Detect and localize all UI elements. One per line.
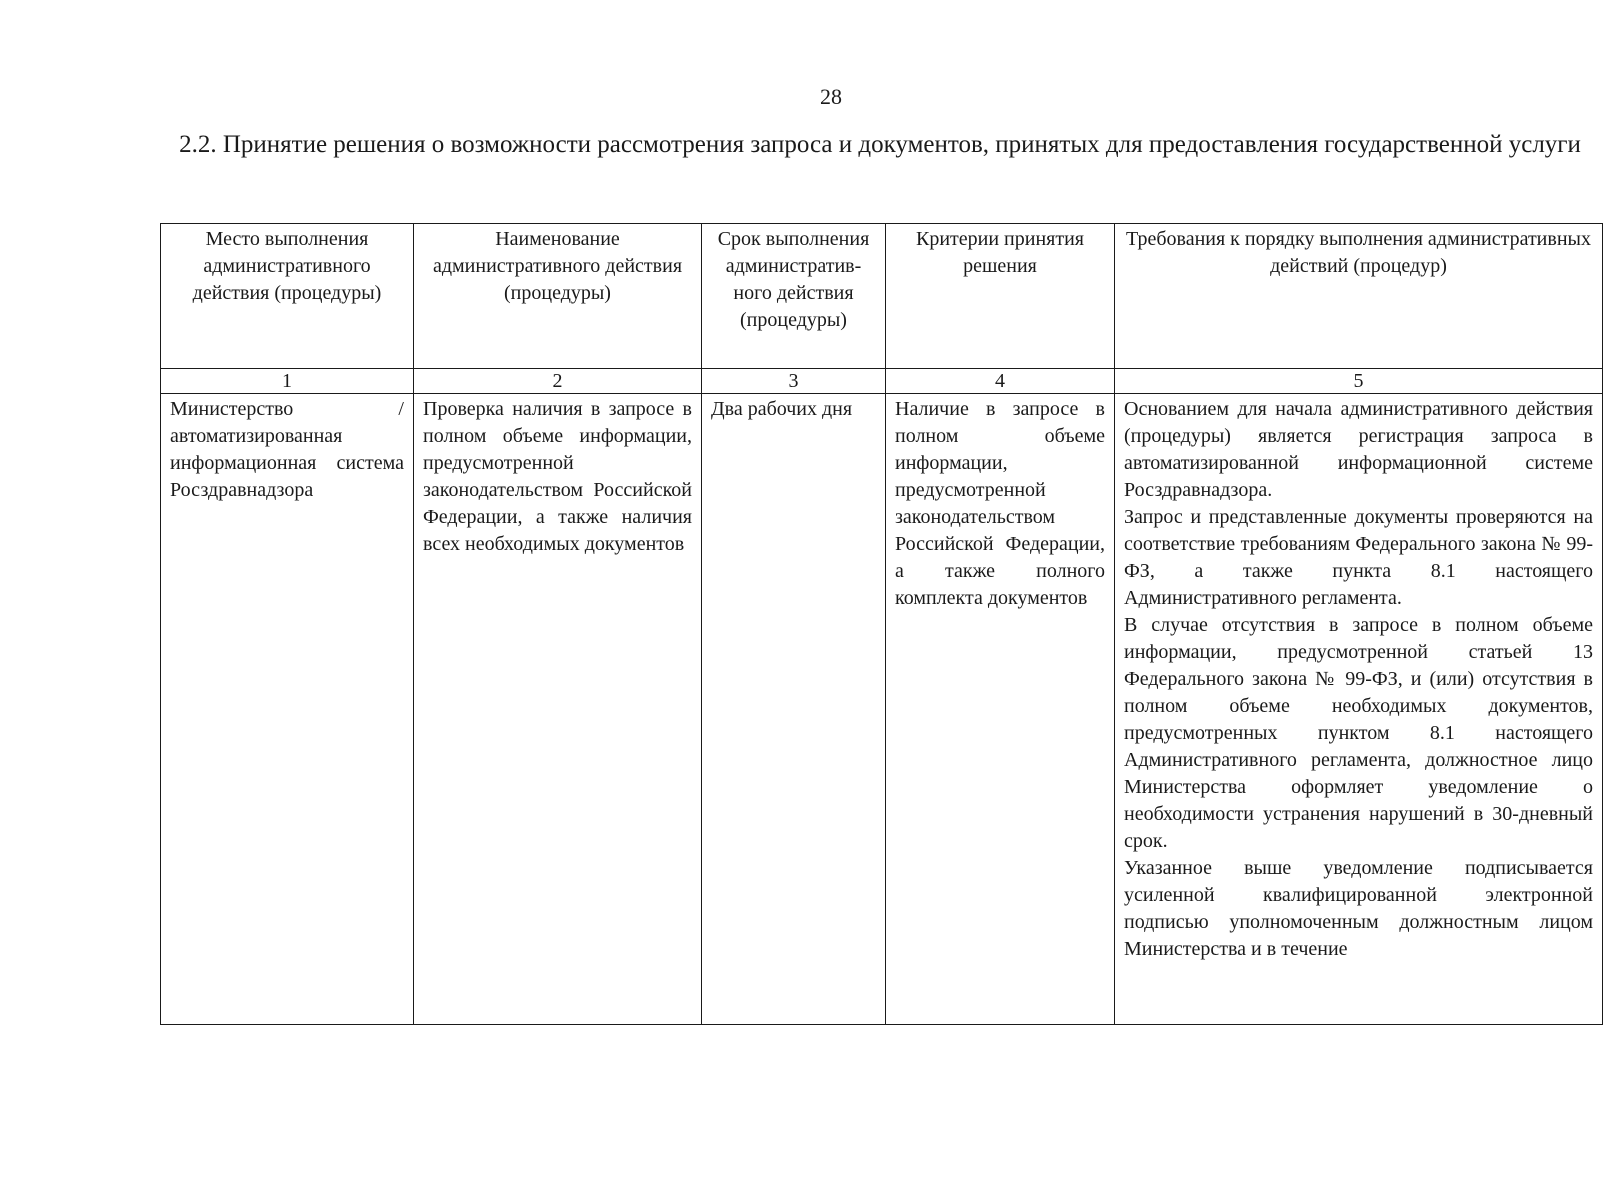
header-action-name: Наименование административного действия (процедуры) xyxy=(414,224,702,369)
requirements-paragraph: Основанием для начала административного действия (процедуры) является регистрация запроса в автоматизированной информационной системе Росздравнадзора. xyxy=(1124,398,1593,501)
header-term: Срок выполнения административ-ного действия (процедуры) xyxy=(702,224,886,369)
header-row xyxy=(161,224,1603,369)
table-row xyxy=(161,394,1603,1025)
cell-requirements xyxy=(1115,394,1603,1025)
page-number: 28 xyxy=(820,84,842,109)
column-number: 2 xyxy=(414,369,702,394)
requirements-paragraph: В случае отсутствия в запросе в полном объеме информации, предусмотренной статьей 13 Федерального закона № 99-ФЗ, и (или) отсутствия в полном объеме необходимых документов, предусмотренных пунктом 8.1 настоящего Административного регламента, должностное лицо Министерства оформляет уведомление о необходимости устранения нарушений в 30-дневный срок. xyxy=(1124,614,1593,852)
cell-criteria: Наличие в запросе в полном объеме информации, предусмотренной законодательством Российской Федерации, а также полного комплекта документов xyxy=(886,394,1115,1025)
header-requirements: Требования к порядку выполнения административных действий (процедур) xyxy=(1115,224,1603,369)
procedure-table xyxy=(160,223,1603,1025)
requirements-paragraph: Указанное выше уведомление подписывается усиленной квалифицированной электронной подписью уполномоченным должностным лицом Министерства и в течение xyxy=(1124,857,1593,960)
header-criteria: Критерии принятия решения xyxy=(886,224,1115,369)
column-number: 5 xyxy=(1115,369,1603,394)
section-title: 2.2. Принятие решения о возможности рассмотрения запроса и документов, принятых для предоставления государственной услуги xyxy=(179,131,1581,158)
cell-place: Министерство / автоматизированная информационная система Росздравнадзора xyxy=(161,394,414,1025)
requirements-paragraph: Запрос и представленные документы проверяются на соответствие требованиям Федерального закона № 99-ФЗ, а также пункта 8.1 настоящего Административного регламента. xyxy=(1124,506,1593,609)
column-number: 1 xyxy=(161,369,414,394)
cell-action-name: Проверка наличия в запросе в полном объеме информации, предусмотренной законодательством Российской Федерации, а также наличия всех необходимых документов xyxy=(414,394,702,1025)
cell-term: Два рабочих дня xyxy=(702,394,886,1025)
column-number: 4 xyxy=(886,369,1115,394)
column-number: 3 xyxy=(702,369,886,394)
column-number-row xyxy=(161,369,1603,394)
header-place: Место выполнения административного действия (процедуры) xyxy=(161,224,414,369)
